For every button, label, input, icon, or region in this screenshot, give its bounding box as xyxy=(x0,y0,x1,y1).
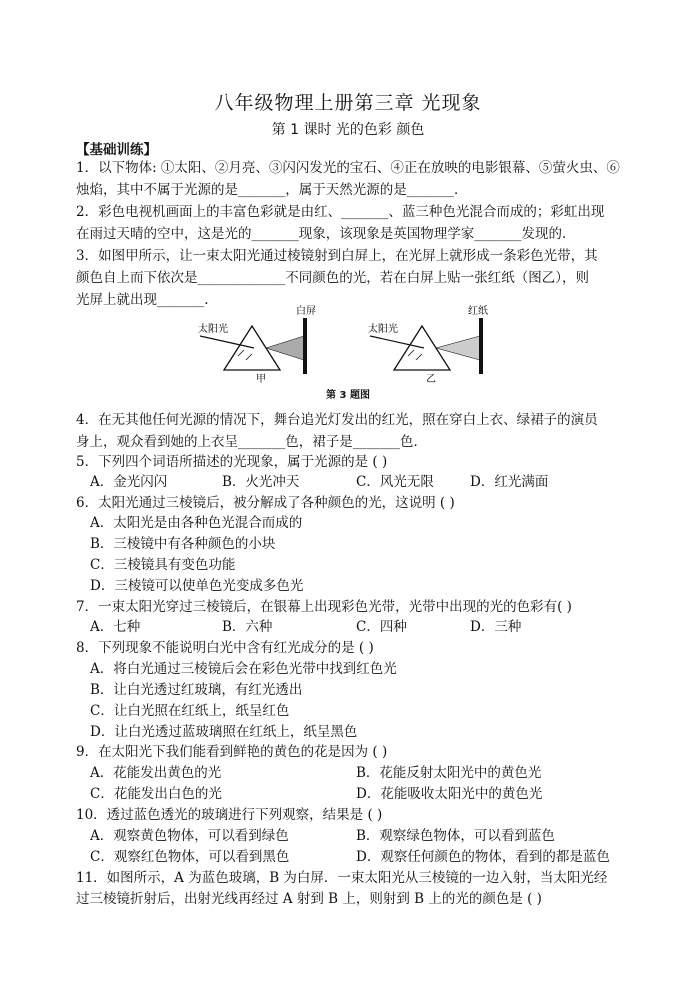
question-7-option-c: C．四种 xyxy=(356,619,407,635)
question-3-line-1: 3．如图甲所示，让一束太阳光通过棱镜射到白屏上，在光屏上就形成一条彩色光带，其 xyxy=(76,248,598,264)
figure-caption: 第 3 题图 xyxy=(326,390,370,401)
sunlight-ray-left xyxy=(200,336,254,348)
question-5-option-b: B．火光冲天 xyxy=(222,474,300,490)
lesson-subtitle: 第 1 课时 光的色彩 颜色 xyxy=(271,122,425,138)
white-screen-label: 白屏 xyxy=(296,306,316,317)
question-11-line-2: 过三棱镜折射后，出射光线再经过 A 射到 B 上，则射到 B 上的光的颜色是 ( ) xyxy=(76,891,542,907)
question-9-stem: 9．在太阳光下我们能看到鲜艳的黄色的花是因为 ( ) xyxy=(76,744,388,760)
question-6-option-c: C．三棱镜具有变色功能 xyxy=(90,557,236,573)
question-8-option-c: C．让白光照在红纸上，纸呈红色 xyxy=(90,703,290,719)
red-paper-label: 红纸 xyxy=(468,306,488,317)
question-9-option-d: D．花能吸收太阳光中的黄色光 xyxy=(356,786,543,802)
question-8-option-d: D．让白光透过蓝玻璃照在红纸上，纸呈黑色 xyxy=(90,724,358,740)
figure-jia-tag: 甲 xyxy=(256,374,266,384)
question-1-line-1: 1．以下物体: ①太阳、②月亮、③闪闪发光的宝石、④正在放映的电影银幕、⑤萤火虫、⑥ xyxy=(76,160,620,176)
question-4-line-1: 4．在无其他任何光源的情况下，舞台追光灯发出的红光，照在穿白上衣、绿裙子的演员 xyxy=(76,412,598,428)
question-9-option-a: A．花能发出黄色的光 xyxy=(90,765,222,781)
question-10-option-b: B．观察绿色物体，可以看到蓝色 xyxy=(356,828,555,844)
question-5-option-d: D．红光满面 xyxy=(470,474,549,490)
question-10-option-c: C．观察红色物体，可以看到黑色 xyxy=(90,849,290,865)
question-7-stem: 7．一束太阳光穿过三棱镜后，在银幕上出现彩色光带，光带中出现的光的色彩有( ) xyxy=(76,599,572,615)
question-10-option-d: D．观察任何颜色的物体，看到的都是蓝色 xyxy=(356,849,610,865)
prism-diagram xyxy=(190,304,510,384)
sunlight-ray-right xyxy=(370,336,424,348)
question-5-stem: 5．下列四个词语所描述的光现象，属于光源的是 ( ) xyxy=(76,454,388,470)
sunlight-label-left: 太阳光 xyxy=(198,324,228,335)
question-10-option-a: A．观察黄色物体，可以看到绿色 xyxy=(90,828,289,844)
question-6-option-b: B．三棱镜中有各种颜色的小块 xyxy=(90,536,276,552)
white-screen xyxy=(303,318,307,374)
sunlight-label-right: 太阳光 xyxy=(368,324,398,335)
question-7-option-a: A．七种 xyxy=(90,619,141,635)
question-1-line-2: 烛焰，其中不属于光源的是_______，属于天然光源的是_______． xyxy=(76,182,468,198)
question-3-line-3: 光屏上就出现_______. xyxy=(76,292,209,308)
question-9-option-b: B．花能反射太阳光中的黄色光 xyxy=(356,765,542,781)
question-8-stem: 8．下列现象不能说明白光中含有红光成分的是 ( ) xyxy=(76,640,374,656)
question-5-option-c: C．风光无限 xyxy=(356,474,434,490)
question-7-option-d: D．三种 xyxy=(470,619,522,635)
question-8-option-b: B．让白光透过红玻璃，有红光透出 xyxy=(90,682,303,698)
question-9-option-c: C．花能发出白色的光 xyxy=(90,786,222,802)
diagram-jia xyxy=(198,304,316,384)
question-6-stem: 6．太阳光通过三棱镜后，被分解成了各种颜色的光，这说明 ( ) xyxy=(76,495,455,511)
question-7-option-b: B．六种 xyxy=(222,619,273,635)
question-8-option-a: A．将白光通过三棱镜后会在彩色光带中找到红色光 xyxy=(90,661,397,677)
light-band-right xyxy=(436,336,480,360)
question-11-line-1: 11．如图所示，A 为蓝色玻璃，B 为白屏．一束太阳光从三棱镜的一边入射，当太阳光经 xyxy=(76,870,608,886)
section-heading: 【基础训练】 xyxy=(76,142,157,158)
page-title: 八年级物理上册第三章 光现象 xyxy=(214,92,482,114)
question-3-line-2: 颜色自上而下依次是_____________不同颜色的光，若在白屏上贴一张红纸（图乙），则 xyxy=(76,270,589,286)
red-paper-screen xyxy=(479,318,483,374)
question-10-stem: 10．透过蓝色透光的玻璃进行下列观察，结果是 ( ) xyxy=(76,807,383,823)
figure-yi-tag: 乙 xyxy=(426,374,436,384)
question-6-option-d: D．三棱镜可以使单色光变成多色光 xyxy=(90,578,304,594)
question-2-line-1: 2．彩色电视机画面上的丰富色彩就是由红、_______、蓝三种色光混合而成的；彩虹出现 xyxy=(76,204,605,220)
question-6-option-a: A．太阳光是由各种色光混合而成的 xyxy=(90,515,303,531)
question-5-option-a: A．金光闪闪 xyxy=(90,474,168,490)
question-2-line-2: 在雨过天晴的空中，这是光的_______现象，该现象是英国物理学家_______发现的． xyxy=(76,226,576,242)
diagram-yi xyxy=(368,305,488,384)
question-4-line-2: 身上，观众看到她的上衣呈_______色，裙子是_______色． xyxy=(76,434,427,450)
